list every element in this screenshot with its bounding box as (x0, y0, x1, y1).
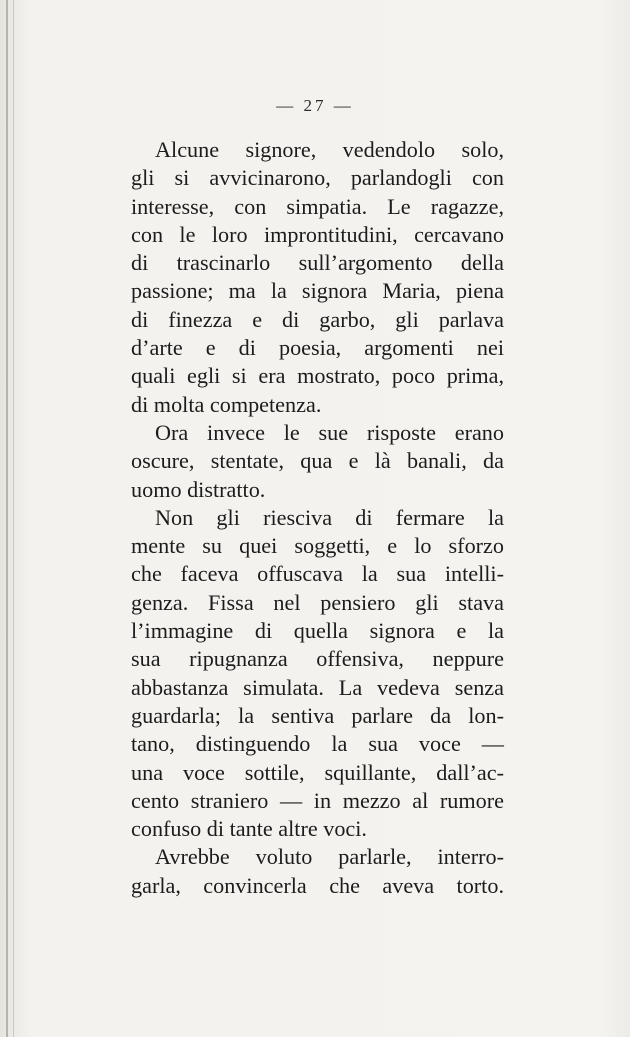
paragraph-4 (131, 843, 504, 900)
text-line: abbastanza simulata. La vedeva senza (131, 674, 504, 700)
text-line: Ora invece le sue risposte erano (155, 419, 504, 445)
text-line: interesse, con simpatia. Le ragazze, (131, 193, 504, 219)
text-line: sua ripugnanza offensiva, neppure (131, 646, 504, 672)
binding-edge-shadow (13, 0, 14, 1037)
text-line: una voce sottile, squillante, dall’ac- (131, 759, 504, 785)
text-line: confuso di tante altre voci. (131, 816, 367, 842)
paragraph-1 (131, 136, 504, 419)
paragraph-2 (131, 419, 504, 504)
text-line: quali egli si era mostrato, poco prima, (131, 363, 504, 389)
text-line: di trascinarlo sull’argomento della (131, 250, 504, 276)
text-line: che faceva offuscava la sua intelli- (131, 561, 504, 587)
page-number: — 27 — (276, 96, 354, 115)
text-line: tano, distinguendo la sua voce — (131, 731, 504, 757)
text-line: d’arte e di poesia, argomenti nei (131, 335, 504, 361)
text-line: garla, convincerla che aveva torto. (131, 872, 504, 898)
paragraph-3 (131, 504, 504, 844)
text-line: l’immagine di quella signora e la (131, 618, 504, 644)
text-line: di finezza e di garbo, gli parlava (131, 306, 504, 332)
text-line: cento straniero — in mezzo al rumore (131, 787, 504, 813)
text-line: con le loro improntitudini, cercavano (131, 221, 504, 247)
body-text (131, 136, 504, 900)
text-line: Non gli riesciva di fermare la (155, 504, 504, 530)
text-line: gli si avvicinarono, parlandogli con (131, 165, 504, 191)
text-line: di molta competenza. (131, 391, 322, 417)
text-line: uomo distratto. (131, 476, 266, 502)
text-line: Alcune signore, vedendolo solo, (155, 137, 504, 162)
text-line: guardarla; la sentiva parlare da lon- (131, 702, 504, 728)
text-line: oscure, stentate, qua e là banali, da (131, 448, 504, 474)
text-line: mente su quei soggetti, e lo sforzo (131, 533, 504, 559)
text-line: passione; ma la signora Maria, piena (131, 278, 504, 304)
text-line: Avrebbe voluto parlarle, interro- (155, 844, 504, 870)
binding-edge (6, 0, 8, 1037)
text-line: genza. Fissa nel pensiero gli stava (131, 589, 504, 615)
